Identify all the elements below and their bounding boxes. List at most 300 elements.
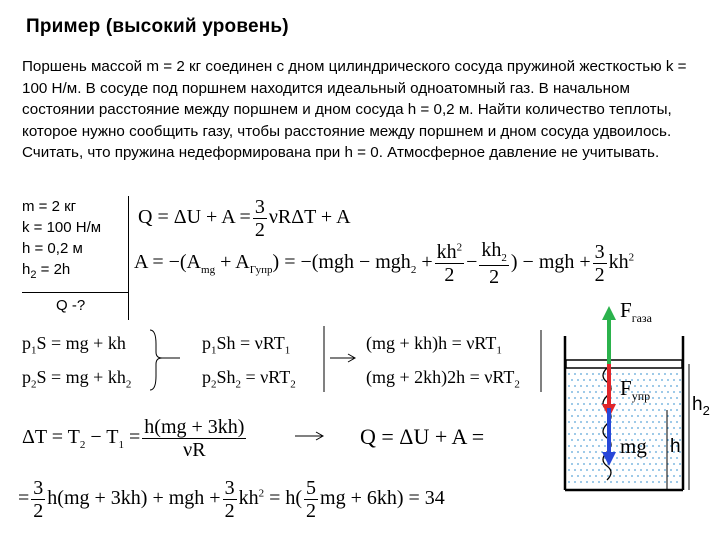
gas-dot [589, 391, 591, 393]
gas-dot [628, 421, 630, 423]
gas-dot [625, 415, 627, 417]
gas-dot [583, 379, 585, 381]
gas-dot [658, 445, 660, 447]
gas-dot [655, 475, 657, 477]
gas-dot [574, 457, 576, 459]
gas-dot [598, 457, 600, 459]
gas-dot [652, 385, 654, 387]
gas-dot [604, 421, 606, 423]
gas-dot [679, 463, 681, 465]
gas-dot [652, 397, 654, 399]
formula-equilibrium-2: $p_2S$ = mg + $kh_2$ [22, 367, 132, 391]
gas-dot [586, 481, 588, 483]
gas-dot [574, 373, 576, 375]
gas-dot [616, 373, 618, 375]
gas-dot [646, 409, 648, 411]
gas-dot [664, 433, 666, 435]
gas-dot [652, 481, 654, 483]
gas-dot [580, 481, 582, 483]
gas-dot [592, 373, 594, 375]
gas-dot [586, 397, 588, 399]
gas-dot [628, 481, 630, 483]
gas-dot [604, 481, 606, 483]
gas-dot [661, 439, 663, 441]
gas-dot [589, 451, 591, 453]
formula-heat-first-law: Q = ΔU + A = $\frac{3}{2}$ νRΔT + A [138, 196, 351, 241]
gas-dot [580, 421, 582, 423]
gas-dot [664, 481, 666, 483]
gas-dot [640, 421, 642, 423]
gas-dot [586, 469, 588, 471]
gas-dot [613, 439, 615, 441]
gas-dot [598, 385, 600, 387]
gas-dot [673, 403, 675, 405]
gas-dot [601, 391, 603, 393]
gas-dot [616, 409, 618, 411]
gas-dot [616, 457, 618, 459]
gas-dot [628, 409, 630, 411]
gas-dot [625, 463, 627, 465]
given-height: h = 0,2 м [22, 240, 83, 257]
gas-dot [589, 427, 591, 429]
label-f-gas: $F_{газа}$ [620, 298, 653, 326]
gas-dot [637, 415, 639, 417]
gas-dot [583, 463, 585, 465]
gas-dot [580, 445, 582, 447]
find-quantity: Q -? [56, 297, 86, 314]
gas-dot [658, 397, 660, 399]
gas-dot [595, 475, 597, 477]
gas-dot [643, 463, 645, 465]
formula-q-repeat: Q = ΔU + A = [360, 424, 485, 449]
gas-dot [583, 427, 585, 429]
gas-dot [664, 469, 666, 471]
gas-dot [625, 427, 627, 429]
gas-dot [568, 385, 570, 387]
gas-dot [616, 433, 618, 435]
gas-dot [598, 445, 600, 447]
gas-dot [598, 409, 600, 411]
gas-dot [676, 385, 678, 387]
gas-dot [664, 397, 666, 399]
gas-dot [586, 457, 588, 459]
gas-dot [652, 433, 654, 435]
gas-dot [616, 445, 618, 447]
gas-dot [646, 469, 648, 471]
gas-dot [652, 409, 654, 411]
gas-dot [571, 439, 573, 441]
gas-dot [661, 391, 663, 393]
gas-dot [679, 403, 681, 405]
gas-dot [580, 469, 582, 471]
gas-dot [658, 481, 660, 483]
gas-dot [598, 397, 600, 399]
formula-work: $A = -(A_{mg} + A_{Гупр}) = -(mgh - mgh_2$ + $\frac{kh^2}{2}$ − $\frac{kh_2}{2}$ ) − mgh + $\frac{3}{2}$ $kh^2$ [134, 239, 635, 288]
gas-dot [598, 481, 600, 483]
given-height2: $h_2 = 2h$ [22, 261, 71, 281]
gas-dot [574, 481, 576, 483]
gas-dot [670, 421, 672, 423]
gas-dot [577, 451, 579, 453]
gas-dot [595, 439, 597, 441]
gas-dot [574, 409, 576, 411]
gas-dot [664, 457, 666, 459]
gas-dot [631, 427, 633, 429]
gas-dot [640, 409, 642, 411]
gas-dot [655, 439, 657, 441]
gas-dot [568, 397, 570, 399]
gas-dot [649, 451, 651, 453]
gas-dot [571, 463, 573, 465]
gas-dot [580, 373, 582, 375]
gas-dot [655, 391, 657, 393]
gas-dot [568, 421, 570, 423]
label-mg: mg [620, 434, 647, 458]
gas-dot [592, 457, 594, 459]
gas-dot [568, 409, 570, 411]
gas-dot [613, 379, 615, 381]
gas-dot [640, 469, 642, 471]
gas-dot [664, 445, 666, 447]
gas-dot [658, 385, 660, 387]
gas-dot [637, 475, 639, 477]
gas-dot [595, 451, 597, 453]
gas-dot [649, 427, 651, 429]
gas-dot [667, 379, 669, 381]
given-separator [22, 292, 128, 293]
gas-dot [577, 463, 579, 465]
gas-dot [673, 391, 675, 393]
gas-dot [574, 397, 576, 399]
gas-dot [667, 403, 669, 405]
gas-dot [649, 475, 651, 477]
gas-dot [640, 481, 642, 483]
gas-dot [649, 415, 651, 417]
gas-dot [613, 475, 615, 477]
gas-dot [598, 421, 600, 423]
gas-dot [568, 469, 570, 471]
formula-combined-1: (mg + kh)h = νRT$_1$ [366, 333, 502, 357]
gas-dot [628, 373, 630, 375]
gas-dot [595, 415, 597, 417]
gas-dot [577, 475, 579, 477]
gas-dot [577, 379, 579, 381]
gas-dot [583, 415, 585, 417]
gas-dot [616, 469, 618, 471]
gas-dot [592, 445, 594, 447]
formula-equilibrium-1: $p_1S$ = mg + kh [22, 333, 126, 357]
gas-dot [586, 409, 588, 411]
gas-dot [619, 463, 621, 465]
gas-dot [676, 373, 678, 375]
gas-dot [592, 421, 594, 423]
gas-dot [583, 391, 585, 393]
gas-dot [637, 427, 639, 429]
gas-dot [643, 415, 645, 417]
gas-dot [616, 397, 618, 399]
gas-dot [571, 475, 573, 477]
gas-dot [649, 439, 651, 441]
gas-dot [670, 385, 672, 387]
gas-dot [598, 373, 600, 375]
gas-dot [613, 415, 615, 417]
label-f-upr: $F_{упр}$ [620, 376, 651, 404]
gas-dot [676, 409, 678, 411]
gas-dot [646, 421, 648, 423]
gas-dot [586, 385, 588, 387]
gas-dot [592, 481, 594, 483]
gas-dot [670, 397, 672, 399]
gas-dot [679, 475, 681, 477]
gas-dot [646, 481, 648, 483]
gas-dot [655, 379, 657, 381]
gas-dot [634, 409, 636, 411]
gas-dot [604, 385, 606, 387]
gas-dot [664, 373, 666, 375]
gas-dot [619, 415, 621, 417]
gas-dot [577, 439, 579, 441]
gas-dot [628, 469, 630, 471]
gas-dot [589, 379, 591, 381]
gas-dot [676, 433, 678, 435]
gas-dot [622, 409, 624, 411]
gas-dot [586, 421, 588, 423]
gas-dot [592, 409, 594, 411]
gas-dot [598, 433, 600, 435]
gas-dot [652, 421, 654, 423]
gas-dot [664, 409, 666, 411]
gas-dot [664, 421, 666, 423]
gas-dot [586, 373, 588, 375]
gas-dot [601, 475, 603, 477]
given-block [22, 196, 129, 320]
gas-dot [589, 403, 591, 405]
label-h2: $h_2$ [692, 394, 710, 418]
gas-dot [652, 373, 654, 375]
gas-dot [670, 373, 672, 375]
gas-dot [571, 451, 573, 453]
gas-dot [679, 427, 681, 429]
gas-dot [679, 379, 681, 381]
gas-dot [568, 433, 570, 435]
gas-dot [676, 469, 678, 471]
gas-dot [652, 457, 654, 459]
gas-dot [580, 397, 582, 399]
gas-dot [586, 433, 588, 435]
gas-dot [568, 481, 570, 483]
gas-dot [571, 427, 573, 429]
gas-dot [646, 373, 648, 375]
label-h: h [670, 436, 681, 457]
gas-dot [601, 427, 603, 429]
gas-dot [661, 403, 663, 405]
gas-dot [634, 373, 636, 375]
gas-dot [631, 415, 633, 417]
gas-dot [661, 463, 663, 465]
formula-final-answer: = $\frac{3}{2}$ h(mg + 3kh) + mgh + $\frac{3}{2}$ $kh^2 = h$( $\frac{5}{2}$ mg + 6kh) = 34 [18, 477, 445, 522]
gas-dot [571, 403, 573, 405]
gas-dot [568, 373, 570, 375]
gas-dot [655, 415, 657, 417]
gas-dot [673, 415, 675, 417]
given-mass: m = 2 кг [22, 198, 77, 215]
gas-dot [619, 475, 621, 477]
gas-dot [574, 385, 576, 387]
gas-dot [658, 421, 660, 423]
gas-dot [679, 415, 681, 417]
gas-dot [631, 463, 633, 465]
gas-dot [676, 481, 678, 483]
gas-dot [604, 373, 606, 375]
gas-dot [664, 385, 666, 387]
gas-dot [592, 385, 594, 387]
gas-dot [595, 379, 597, 381]
gas-dot [670, 409, 672, 411]
gas-dot [589, 439, 591, 441]
gas-dot [655, 427, 657, 429]
gas-dot [589, 415, 591, 417]
gas-dot [571, 391, 573, 393]
gas-dot [622, 421, 624, 423]
gas-dot [640, 373, 642, 375]
problem-statement: Поршень массой m = 2 кг соединен с дном цилиндрического сосуда пружиной жесткостью k = 100 Н/м. В сосуде под поршнем находится идеальный одноатомный газ. В начальном состоянии расстояние между поршнем и дном сосуда h = 0,2 м. Найти количество теплоты, которое нужно сообщить газу, чтобы расстояние между поршнем и дном сосуда удвоилось. Считать, что пружина недеформирована при h = 0. Атмосферное давление не учитывать. [22, 58, 687, 162]
gas-dot [634, 469, 636, 471]
formula-ideal-gas-1: $p_1Sh = \nu RT_1$ [202, 333, 291, 357]
gas-dot [574, 433, 576, 435]
gas-dot [595, 463, 597, 465]
gas-dot [577, 403, 579, 405]
gas-dot [643, 475, 645, 477]
gas-dot [631, 403, 633, 405]
gas-dot [571, 415, 573, 417]
gas-dot [568, 457, 570, 459]
gas-dot [661, 451, 663, 453]
given-stiffness: k = 100 Н/м [22, 219, 102, 236]
gas-dot [652, 469, 654, 471]
gas-dot [592, 433, 594, 435]
gas-dot [643, 427, 645, 429]
gas-dot [655, 451, 657, 453]
gas-dot [661, 427, 663, 429]
gas-dot [574, 469, 576, 471]
gas-dot [622, 481, 624, 483]
gas-dot [580, 457, 582, 459]
gas-dot [625, 475, 627, 477]
gas-dot [607, 475, 609, 477]
gas-dot [670, 469, 672, 471]
gas-dot [577, 415, 579, 417]
gas-dot [652, 445, 654, 447]
gas-dot [661, 379, 663, 381]
gas-dot [601, 379, 603, 381]
gas-dot [604, 445, 606, 447]
gas-dot [649, 403, 651, 405]
gas-dot [577, 427, 579, 429]
gas-dot [595, 427, 597, 429]
gas-dot [592, 469, 594, 471]
gas-dot [583, 403, 585, 405]
gas-dot [574, 445, 576, 447]
gas-dot [631, 475, 633, 477]
piston [566, 360, 682, 368]
gas-dot [613, 463, 615, 465]
gas-dot [571, 379, 573, 381]
gas-dot [580, 433, 582, 435]
gas-dot [616, 421, 618, 423]
gas-dot [619, 403, 621, 405]
gas-dot [673, 379, 675, 381]
gas-dot [661, 415, 663, 417]
gas-dot [619, 427, 621, 429]
gas-dot [589, 475, 591, 477]
gas-dot [613, 427, 615, 429]
gas-dot [655, 403, 657, 405]
formula-delta-t: $\Delta T = T_2 - T_1$ = $\frac{h(mg + 3kh)}{\nu R}$ [22, 416, 245, 461]
gas-dot [577, 391, 579, 393]
gas-dot [676, 421, 678, 423]
gas-dot [667, 391, 669, 393]
gas-dot [673, 427, 675, 429]
gas-dot [658, 469, 660, 471]
gas-dot [622, 469, 624, 471]
gas-dot [661, 475, 663, 477]
gas-dot [595, 391, 597, 393]
gas-dot [613, 391, 615, 393]
gas-dot [595, 403, 597, 405]
gas-dot [649, 463, 651, 465]
gas-dot [637, 463, 639, 465]
gas-dot [658, 433, 660, 435]
gas-dot [589, 463, 591, 465]
gas-dot [598, 469, 600, 471]
gas-dot [625, 403, 627, 405]
gas-dot [637, 403, 639, 405]
gas-dot [580, 385, 582, 387]
gas-dot [583, 475, 585, 477]
gas-dot [670, 481, 672, 483]
gas-dot [655, 463, 657, 465]
gas-dot [583, 451, 585, 453]
gas-dot [676, 397, 678, 399]
gas-dot [583, 439, 585, 441]
gas-dot [580, 409, 582, 411]
gas-dot [658, 457, 660, 459]
gas-dot [616, 385, 618, 387]
gas-dot [622, 373, 624, 375]
gas-dot [673, 463, 675, 465]
gas-dot [592, 397, 594, 399]
gas-dot [604, 469, 606, 471]
gas-dot [616, 481, 618, 483]
formula-ideal-gas-2: $p_2Sh_2 = \nu RT_2$ [202, 367, 296, 391]
gas-dot [574, 421, 576, 423]
gas-dot [673, 475, 675, 477]
force-gas-arrowhead [602, 306, 616, 320]
gas-dot [601, 439, 603, 441]
gas-dot [658, 373, 660, 375]
gas-dot [634, 481, 636, 483]
gas-dot [679, 391, 681, 393]
gas-dot [610, 481, 612, 483]
gas-dot [634, 421, 636, 423]
gas-dot [658, 409, 660, 411]
formula-combined-2: (mg + 2kh)2h = νRT$_2$ [366, 367, 520, 391]
slide-title: Пример (высокий уровень) [26, 16, 289, 37]
gas-dot [586, 445, 588, 447]
gas-dot [601, 463, 603, 465]
gas-dot [643, 403, 645, 405]
gas-dot [601, 415, 603, 417]
